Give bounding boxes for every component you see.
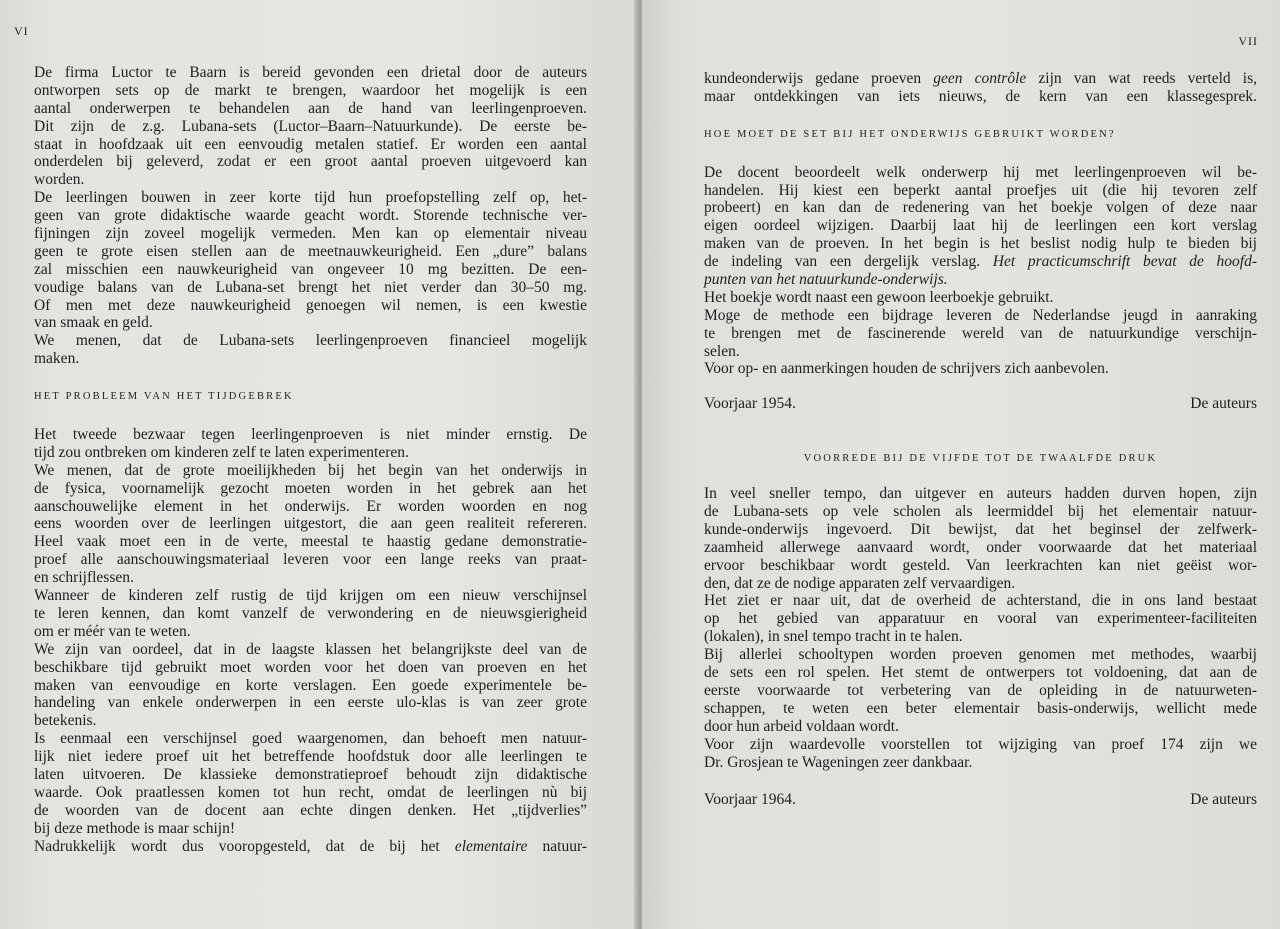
text-line: te brengen met de fascinerende wereld van de natuurkundige verschijn- bbox=[704, 324, 1257, 342]
text-line: De docent beoordeelt welk onderwerp hij met leerlingenproeven wil be- bbox=[704, 163, 1257, 181]
right-page bbox=[642, 0, 1280, 929]
text-line: staat in hoofdzaak uit een eenvoudig metalen statief. Er worden een aantal bbox=[34, 135, 587, 153]
text-line: geen van grote didaktische waarde geacht wordt. Storende technische ver- bbox=[34, 207, 587, 225]
text-line: kunde-onderwijs ingevoerd. Dit bewijst, dat het beginsel der zelfwerk- bbox=[704, 520, 1257, 538]
signature-line bbox=[704, 395, 1257, 413]
section-heading: HOE MOET DE SET BIJ HET ONDERWIJS GEBRUIKT WORDEN? bbox=[704, 128, 1116, 140]
text-line: Wanneer de kinderen zelf rustig de tijd krijgen om een nieuw verschijnsel bbox=[34, 587, 587, 605]
date: Voorjaar 1964. bbox=[704, 791, 796, 809]
date: Voorjaar 1954. bbox=[704, 395, 796, 413]
text-run: kundeonderwijs gedane proeven bbox=[704, 70, 934, 87]
italic-text: geen contrôle bbox=[933, 70, 1027, 87]
text-line: schappen, te weten een beter elementair basis-onderwijs, wellicht mede bbox=[704, 699, 1257, 717]
italic-text: elementaire bbox=[454, 837, 528, 855]
text-line: de fysica, voornamelijk gezocht moeten worden in het gebrek aan het bbox=[34, 479, 587, 497]
text-line: proef alle aanschouwingsmateriaal leveren voor een lange reeks van praat- bbox=[34, 551, 587, 569]
text-line: beschikbare tijd gebruikt moet worden voor het doen van proeven en het bbox=[34, 658, 587, 676]
text-line: de Lubana-sets op vele scholen als leermiddel bij het elementair natuur- bbox=[704, 503, 1257, 521]
paragraph bbox=[704, 164, 1257, 289]
paragraph bbox=[34, 730, 587, 837]
text-line: eens woorden over de leerlingen uitgestort, die aan geen realiteit refereren. bbox=[34, 515, 587, 533]
paragraph bbox=[34, 533, 587, 587]
signature-line bbox=[704, 791, 1257, 809]
paragraph bbox=[704, 360, 1257, 378]
text-line: We zijn van oordeel, dat in de laagste klassen het belangrijkste deel van de bbox=[34, 640, 587, 658]
text-line: maar ontdekkingen van iets nieuws, de kern van een klassegesprek. bbox=[704, 87, 1257, 105]
text-line: Het boekje wordt naast een gewoon leerboekje gebruikt. bbox=[704, 288, 1054, 306]
text-line: In veel sneller tempo, dan uitgever en auteurs hadden durven hopen, zijn bbox=[704, 485, 1257, 503]
text-run: natuur- bbox=[527, 837, 587, 855]
signature: De auteurs bbox=[1190, 395, 1257, 413]
text-line: waarde. Ook praatlessen komen tot hun recht, omdat de leerlingen nù bij bbox=[34, 783, 587, 801]
section-heading: VOORREDE BIJ DE VIJFDE TOT DE TWAALFDE DRUK bbox=[803, 453, 1158, 465]
text-line: Is eenmaal een verschijnsel goed waargenomen, dan behoeft men natuur- bbox=[34, 730, 587, 748]
italic-text: Het practicumschrift bevat de hoofd- bbox=[992, 253, 1257, 271]
text-line: op het gebied van apparatuur en vooral van experimenteer-faciliteiten bbox=[704, 610, 1257, 628]
paragraph bbox=[34, 64, 587, 189]
text-line: geen te grote eisen stellen aan de meetnauwkeurigheid. Een „dure” balans bbox=[34, 242, 587, 260]
paragraph bbox=[34, 189, 587, 332]
text-line: ontworpen sets op de markt te brengen, waardoor het mogelijk is een bbox=[34, 81, 587, 99]
text-line: zal misschien een nauwkeurigheid van ongeveer 10 mg bezitten. De een- bbox=[34, 260, 587, 278]
text-line: Moge de methode een bijdrage leveren de Nederlandse jeugd in aanraking bbox=[704, 306, 1257, 324]
text-line: bij deze methode is maar schijn! bbox=[34, 819, 236, 837]
text-run: zijn van wat reeds verteld is, bbox=[1026, 70, 1257, 87]
text-line: maken. bbox=[34, 350, 80, 368]
text-line: Het ziet er naar uit, dat de overheid de achterstand, die in ons land bestaat bbox=[704, 592, 1257, 610]
paragraph bbox=[704, 485, 1257, 592]
section-heading: HET PROBLEEM VAN HET TIJDGEBREK bbox=[34, 391, 294, 403]
paragraph bbox=[34, 426, 587, 462]
text-line: tijd zou ontbreken om kinderen zelf te laten experimenteren. bbox=[34, 443, 409, 461]
text-line: aantal onderwerpen te behandelen aan de hand van leerlingenproeven. bbox=[34, 99, 587, 117]
text-line: We menen, dat de Lubana-sets leerlingenproeven financieel mogelijk bbox=[34, 332, 587, 350]
text-line: worden. bbox=[34, 171, 85, 189]
text-line: de sets een rol spelen. Het stemt de ontwerpers tot voldoening, dat aan de bbox=[704, 664, 1257, 682]
text-line: handelen. Hij kiest een beperkt aantal proefjes uit (die hij tevoren zelf bbox=[704, 181, 1257, 199]
text-line: Voor op- en aanmerkingen houden de schrijvers zich aanbevolen. bbox=[704, 360, 1109, 378]
text-line: maken van eenvoudige en korte verslagen. Een goede experimentele be- bbox=[34, 676, 587, 694]
paragraph bbox=[704, 289, 1257, 307]
text-line: eigen oordeel wijzigen. Daarbij laat hij de leerlingen een kort verslag bbox=[704, 217, 1257, 235]
text-line: door hun arbeid voldaan wordt. bbox=[704, 717, 899, 735]
text-line: de woorden van de docent aan echte dingen denken. Het „tijdverlies” bbox=[34, 801, 587, 819]
text-run: de indeling van een dergelijk verslag. bbox=[704, 253, 993, 271]
text-line: te leren kennen, dan komt vanzelf de verwondering en de nieuwsgierigheid bbox=[34, 604, 587, 622]
text-line bbox=[704, 253, 1257, 271]
text-line: eerste voorwaarde tot verbetering van de opleiding in de natuurweten- bbox=[704, 681, 1257, 699]
text-line: selen. bbox=[704, 342, 740, 360]
text-line: handeling van enkele onderwerpen in een eerste ulo-klas is van zeer grote bbox=[34, 694, 587, 712]
text-line: betekenis. bbox=[34, 712, 97, 730]
left-page bbox=[0, 0, 638, 929]
text-line: zaamheid allerwege aanvaard wordt, onder voorwaarde dat het materiaal bbox=[704, 538, 1257, 556]
text-line: (lokalen), in snel tempo tracht in te halen. bbox=[704, 628, 963, 646]
signature: De auteurs bbox=[1190, 791, 1257, 809]
text-line bbox=[34, 838, 587, 856]
text-line: maken van de proeven. In het begin is het beslist nodig hulp te bieden bij bbox=[704, 235, 1257, 253]
text-line: en schrijflessen. bbox=[34, 569, 134, 587]
text-line: laten uitvoeren. De klassieke demonstratieproef behoudt zijn didaktische bbox=[34, 765, 587, 783]
italic-text: punten van het natuurkunde-onderwijs. bbox=[704, 271, 948, 289]
text-line: Dit zijn de z.g. Lubana-sets (Luctor–Baarn–Natuurkunde). De eerste be- bbox=[34, 117, 587, 135]
paragraph bbox=[704, 646, 1257, 735]
text-line: Of men met deze nauwkeurigheid genoegen wil nemen, is een kwestie bbox=[34, 296, 587, 314]
paragraph bbox=[34, 332, 587, 368]
text-line: voudige balans van de Lubana-set brengt het niet verder dan 30–50 mg. bbox=[34, 278, 587, 296]
text-line: van smaak en geld. bbox=[34, 314, 153, 332]
text-line: Het tweede bezwaar tegen leerlingenproeven is niet minder ernstig. De bbox=[34, 426, 587, 444]
text-line bbox=[704, 70, 1257, 88]
text-line: onderdelen bij geleverd, zodat er een groot aantal proeven uitgevoerd kan bbox=[34, 153, 587, 171]
paragraph bbox=[34, 587, 587, 641]
paragraph bbox=[34, 462, 587, 534]
page-number-right: VII bbox=[1238, 34, 1258, 48]
text-line: Heel vaak moet een in de verte, meestal te haastig gedane demonstratie- bbox=[34, 533, 587, 551]
text-line: aanschouwelijke element in het onderwijs. Er worden woorden en nog bbox=[34, 497, 587, 515]
text-line: We menen, dat de grote moeilijkheden bij het begin van het onderwijs in bbox=[34, 461, 587, 479]
right-text-column bbox=[704, 70, 1257, 809]
text-line: fijningen zijn zoveel mogelijk vermeden. Men kan op elementair niveau bbox=[34, 225, 587, 243]
text-line: den, dat ze de nodige apparaten zelf vervaardigen. bbox=[704, 574, 1016, 592]
text-line: De leerlingen bouwen in zeer korte tijd hun proefopstelling zelf op, het- bbox=[34, 189, 587, 207]
paragraph bbox=[704, 592, 1257, 646]
text-line bbox=[704, 271, 1257, 289]
text-line: Dr. Grosjean te Wageningen zeer dankbaar. bbox=[704, 753, 973, 771]
text-line: ervoor beschikbaar wordt gesteld. Van leerkrachten kan niet geëist wor- bbox=[704, 556, 1257, 574]
text-line: lijk niet iedere proef uit het betreffende hoofdstuk door alle leerlingen te bbox=[34, 748, 587, 766]
paragraph bbox=[704, 307, 1257, 361]
left-text-column bbox=[34, 64, 587, 855]
text-line: De firma Luctor te Baarn is bereid gevonden een drietal door de auteurs bbox=[34, 64, 587, 81]
text-line: Voor zijn waardevolle voorstellen tot wijziging van proef 174 zijn we bbox=[704, 735, 1257, 753]
text-line: probeert) en kan dan de redenering van het boekje volgen of deze naar bbox=[704, 199, 1257, 217]
text-run: Nadrukkelijk wordt dus vooropgesteld, dat de bij het bbox=[34, 837, 455, 855]
paragraph bbox=[704, 736, 1257, 772]
page-number-left: VI bbox=[14, 24, 29, 38]
text-line: om er méér van te weten. bbox=[34, 622, 191, 640]
paragraph bbox=[34, 641, 587, 730]
text-line: Bij allerlei schooltypen worden proeven genomen met methodes, waarbij bbox=[704, 646, 1257, 664]
